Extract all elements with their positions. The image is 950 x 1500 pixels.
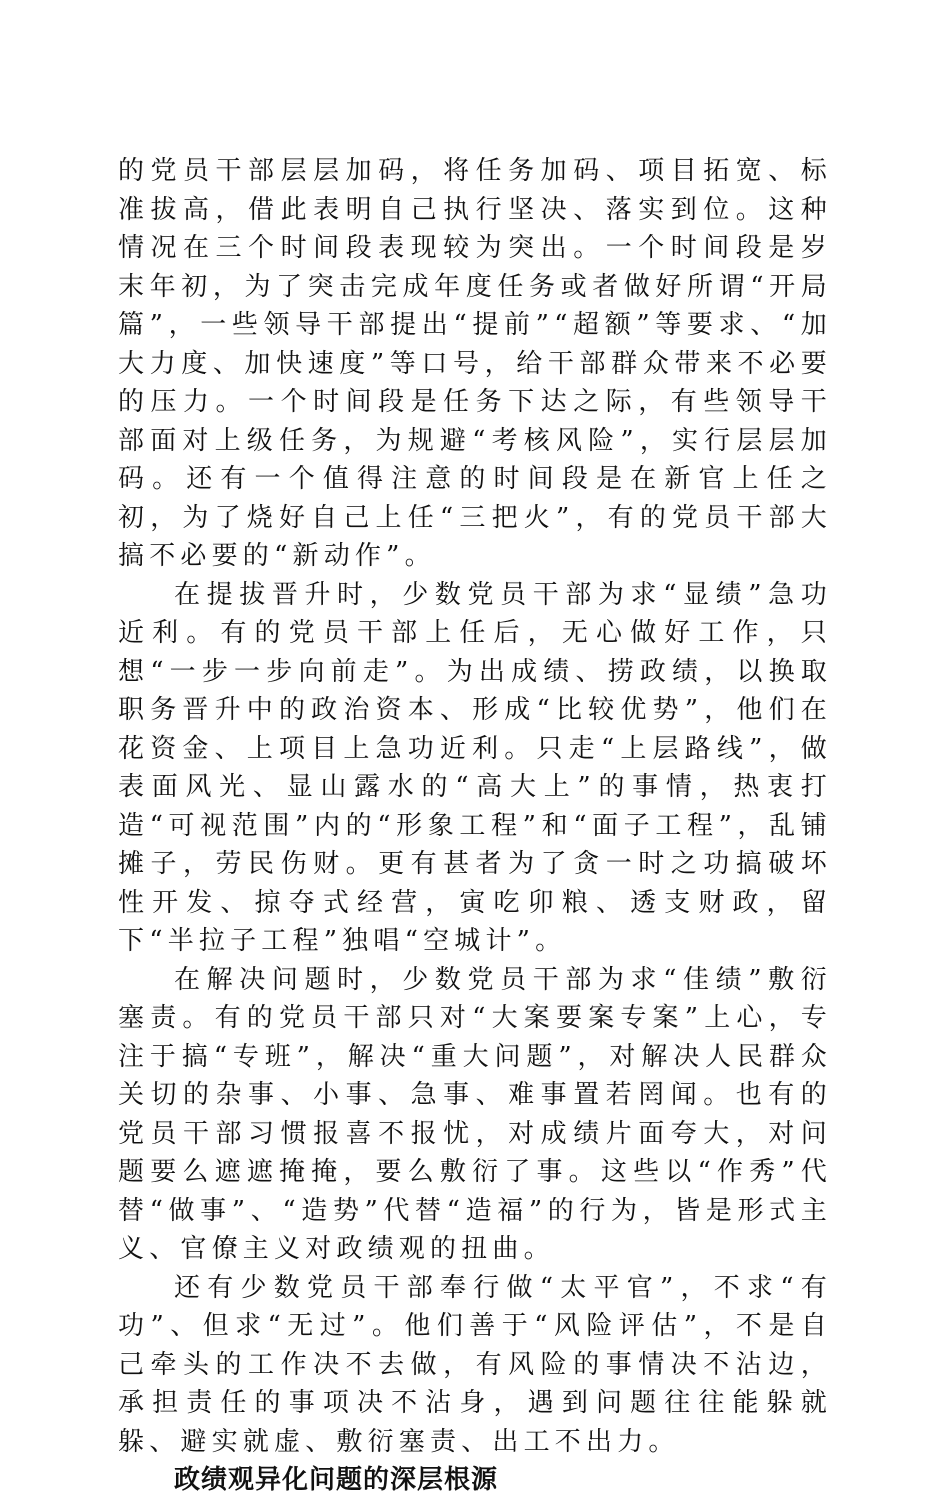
paragraph-continued: 的党员干部层层加码，将任务加码、项目拓宽、标准拔高，借此表明自己执行坚决、落实到位。这种情况在三个时间段表现较为突出。一个时间段是岁末年初，为了突击完成年度任务或者做好所谓“开局篇”，一些领导干部提出“提前”“超额”等要求、“加大力度、加快速度”等口号，给干部群众带来不必要的压力。一个时间段是任务下达之际，有些领导干部面对上级任务，为规避“考核风险”，实行层层加码。还有一个值得注意的时间段是在新官上任之初，为了烧好自己上任“三把火”，有的党员干部大搞不必要的“新动作”。 <box>118 156 832 571</box>
section-heading: 政绩观异化问题的深层根源 <box>174 1465 499 1495</box>
paragraph-problem-solving: 在解决问题时，少数党员干部为求“佳绩”敷衍塞责。有的党员干部只对“大案要案专案”上心，专注于搞“专班”，解决“重大问题”，对解决人民群众关切的杂事、小事、急事、难事置若罔闻。也有的党员干部习惯报喜不报忧，对成绩片面夸大，对问题要么遮遮掩掩，要么敷衍了事。这些以“作秀”代替“做事”、“造势”代替“造福”的行为，皆是形式主义、官僚主义对政绩观的扭曲。 <box>118 964 832 1264</box>
paragraph-promotion: 在提拔晋升时，少数党员干部为求“显绩”急功近利。有的党员干部上任后，无心做好工作，只想“一步一步向前走”。为出成绩、捞政绩，以换取职务晋升中的政治资本、形成“比较优势”，他们在花资金、上项目上急功近利。只走“上层路线”，做表面风光、显山露水的“高大上”的事情，热衷打造“可视范围”内的“形象工程”和“面子工程”，乱铺摊子，劳民伤财。更有甚者为了贪一时之功搞破坏性开发、掠夺式经营，寅吃卯粮、透支财政，留下“半拉子工程”独唱“空城计”。 <box>118 579 832 956</box>
paragraph-peaceful-official: 还有少数党员干部奉行做“太平官”，不求“有功”、但求“无过”。他们善于“风险评估”，不是自己牵头的工作决不去做，有风险的事情决不沾边，承担责任的事项决不沾身，遇到问题往往能躲就躲、避实就虚、敷衍塞责、出工不出力。 <box>118 1272 832 1457</box>
document-page <box>118 152 832 1500</box>
